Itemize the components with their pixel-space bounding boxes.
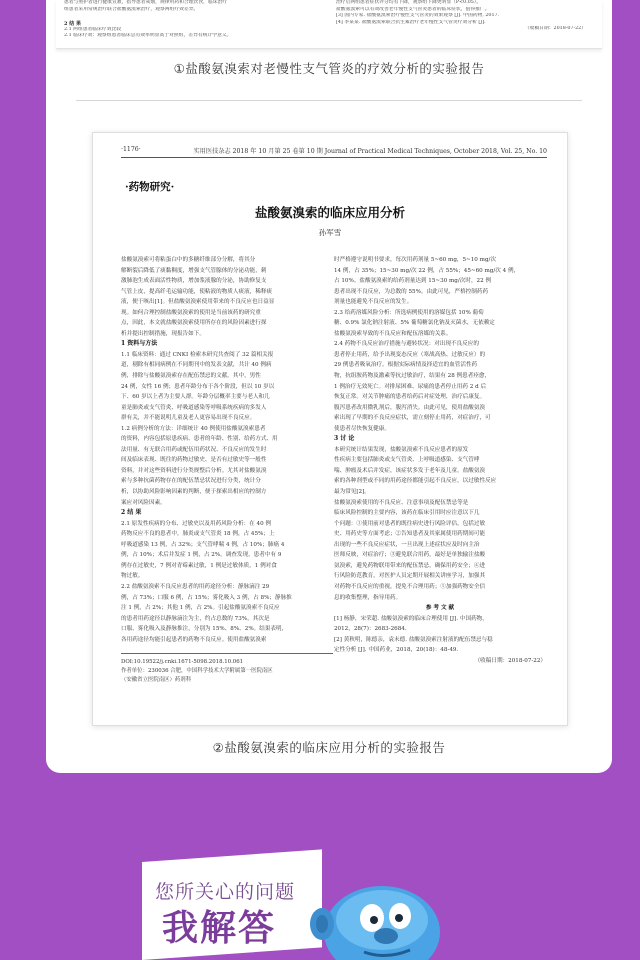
text-line: 液，便于咳出[1]。但盐酸氨溴索使用带来的不良反应也日益显 — [121, 299, 275, 306]
text-line: 1.2 病例分析的方法：详细统计 40 例使用盐酸氨溴索患者 — [121, 425, 266, 432]
text-line: 2.1 临床疗效：观察组患者临床总有效率明显高于对照组，差异有统计学意义。 — [64, 33, 232, 38]
text-line: 2.1 两组患者临床疗效比较 — [64, 26, 122, 32]
reference-line: [1] 杨静，宋荣超. 盐酸氨溴索的临床合理使用 [J]. 中国药物， — [334, 615, 488, 622]
text-line: 析，以协助风险影响因素的判断，便于探索出相应的控制方 — [121, 489, 267, 496]
promo-line-2: 我解答 — [162, 908, 277, 949]
text-line: 例，占 10%；术后并发症 1 例，占 2%。调查发现，患者中有 9 — [121, 552, 282, 559]
text-line: 出现的一些不良反应症状，一旦出现上述症状应及时向主治 — [334, 541, 480, 548]
text-line: 行风险防范教育，对医护人员定期开展相关讲座学习，加强其 — [334, 573, 486, 580]
text-line: 索的各种剂型或不同的用药途径都能引起不良反应，以过敏性反应 — [334, 478, 497, 485]
text-line: 气管上皮，提高纤毛运输功能，使粘液的物质人痰液，稀释痰 — [121, 288, 273, 295]
footnote-line: 作者单位：230036 合肥，中国科学技术大学附属第一医院南区 — [121, 668, 273, 674]
text-line: 索与多种抗菌药物存在的配伍禁忌状况进行分类，统计分 — [121, 478, 261, 485]
text-line: 的患者用药途径以静脉滴注为主，约占总数的 73%，其次是 — [121, 615, 270, 622]
section-heading: 2 结 果 — [64, 20, 81, 27]
report-card — [46, 0, 612, 773]
text-line: 24 例，女性 16 例；患者年龄分布于各个阶段，但以 10 岁以 — [121, 383, 275, 390]
text-line: 资料，并对这些资料进行分类规整后分析。尤其对盐酸氨溴 — [121, 467, 267, 474]
caption-second-report: ②盐酸氨溴索的临床应用分析的实验报告 — [212, 740, 446, 755]
text-line: [3] 国内专家. 盐酸氨溴索治疗慢性支气管炎的效果观察 [J]. 中国药物, 2017. — [336, 13, 500, 18]
text-line: 1 例治疗无效死亡。对排尿困难、尿痛的患者停止用药 2 d 后 — [334, 383, 487, 390]
received-date: （收稿日期：2018-07-22） — [474, 657, 546, 664]
column-tag: ·药物研究· — [125, 181, 175, 193]
text-line: [4] 李某某. 盐酸氨溴索联合抗生素治疗老年慢性支气管炎疗效分析 [J]. — [336, 19, 486, 25]
mascot-illustration — [304, 860, 454, 960]
journal-paper — [92, 132, 568, 726]
text-line: 童是肺炎或支气管炎、呼吸道感染等呼吸系统疾病的多发人 — [121, 404, 267, 411]
paper-author: 孙军雪 — [318, 228, 342, 237]
text-line: 群有关，并不能说明儿童及老人更容易出现不良反应。 — [121, 415, 256, 422]
text-line: 点，因此，本文就盐酸氨溴索使用所存在的风险因素进行探 — [121, 320, 267, 327]
paper-title: 盐酸氨溴索的临床应用分析 — [254, 205, 405, 220]
text-line: 盐酸氨溴索导致的不良反应和配伍溶媒的关系。 — [334, 330, 452, 337]
paper-fragment-top — [56, 0, 602, 49]
text-line: 糖、0.9% 氯化钠注射液、5% 葡萄糖氯化钠及灭菌水，无依赖定 — [334, 320, 495, 327]
text-line: 下、60 岁以上者为主要人群。年龄分层概率主要与老人和儿 — [121, 394, 270, 401]
text-line: 法用量、有无联合用药或配伍用药状况、不良反应的发生时 — [121, 446, 267, 453]
text-line: 临床风险控制的主要内容，该药在临床引用时应注意以下几 — [334, 510, 480, 517]
text-line: 患者与照护者进行健康宣教，指导患者戒烟，规律用药和合理饮食，临床治疗 — [64, 0, 228, 5]
text-line: 性疾病主要包括肺炎或支气管炎、上呼吸道感染、支气管哮 — [334, 457, 480, 464]
text-line: 剂量也能避免不良反应的发生。 — [334, 299, 413, 306]
page-number: ·1176· — [121, 146, 141, 153]
text-line: 组患者采用常规治疗联合盐酸氨溴索治疗，观察两组疗效差异。 — [64, 6, 199, 12]
text-line: 对药物不良反应的重视，提免不合理用药；⑤加强药物安全信 — [334, 583, 486, 590]
text-line: 盐酸氨溴索使用的不良反应、注意事项及配伍禁忌等是 — [334, 499, 469, 506]
reference-line: 2012，28(7)：2683-2684. — [334, 626, 407, 633]
journal-name: 实用医技杂志 2018 年 10 月第 25 卷第 10 期 Journal of Practical Medical Techniques, October 2018, Vol. 25, No. 10 — [193, 148, 547, 155]
section-heading: 2 结 果 — [121, 509, 142, 517]
paper-fragment-left-column — [64, 0, 314, 48]
footnote-line: （安徽省立医院南区）药剂科 — [121, 677, 192, 683]
text-line: 14 例，占 35%；15~30 mg/次 22 例，占 55%；45~60 mg/次 4 例， — [334, 267, 520, 274]
text-line: 1.1 临床资料：通过 CNKI 检索本研究共查阅了 32 篇相关报 — [121, 351, 274, 358]
text-line: 2.4 药物不良反应治疗措施与避转状况：对出现不良反应的 — [334, 341, 479, 348]
text-line: 2.1 原发性疾病的分布、过敏史以及用药风险分析：在 40 例 — [121, 520, 272, 527]
promo-line-1: 您所关心的问题 — [155, 881, 296, 903]
text-line: 物过敏。 — [121, 573, 144, 580]
text-line: 患者出现不良反应，为总数的 55%。由此可见，严格控制药药 — [334, 288, 489, 295]
text-line: 治疗后两组患者症状评分均有下降，观察组下降更明显（P<0.05）。 — [336, 0, 482, 5]
text-line: 解断裂后降低了痰黏稠度，增强支气管腺体的分泌功能，刺 — [121, 267, 267, 274]
text-line: 29 例患者吸氧治疗。根据实际病情及择适宜的血管活性药 — [334, 362, 478, 369]
divider — [76, 100, 582, 101]
text-line: 药物反应不良的患者中，肺炎或支气管炎 18 例，占 45%；上 — [121, 531, 275, 538]
text-line: 喘、肿瘤及术后并发症，该症状多发于老年及儿童。盐酸氨溴 — [334, 467, 486, 474]
text-line: 2.3 给药溶媒风险分析：所选病例使用的溶媒包括 10% 葡萄 — [334, 309, 484, 316]
text-line: 析并提出控制措施，现报告如下。 — [121, 330, 205, 337]
text-line: 注 1 例，占 2%；其他 1 例，占 2%。引起盐酸氨溴索不良反应 — [121, 605, 280, 612]
caption-first-report: ①盐酸氨溴索对老慢性支气管炎的疗效分析的实验报告 — [173, 61, 485, 76]
section-heading: 1 资料与方法 — [121, 340, 158, 348]
text-line: 腹泻患者改用微乳剂后，腹泻消失。由此可见，使用盐酸氨溴 — [334, 404, 486, 411]
text-line: 间及临床表现、既往的药物过敏史、是否有过敏史等一般性 — [121, 457, 267, 464]
text-line: 道，剔除有相同病例在不同期刊中的发表文献，共计 40 例病 — [121, 362, 272, 369]
text-line: 最为常见[2]。 — [334, 489, 370, 496]
text-line: 氨溴索，避免药物联用带来的配伍禁忌，确保用药安全；④进 — [334, 562, 486, 569]
text-line: 本研究统计结果发现，盐酸氨溴索不良反应患者的原发 — [334, 446, 469, 453]
text-line: 使患者尽快恢复健康。 — [334, 425, 390, 432]
footnote-line: DOI:10.19522/j.cnki.1671-5098.2018.10.061 — [121, 659, 244, 665]
running-header — [121, 145, 547, 158]
reference-line: [2] 黄秋明，陈德亲，袁未德. 盐酸氨溴索注射液的配伍禁忌与稳 — [334, 636, 493, 643]
text-line: 现。如何合理控制盐酸氨溴索的使用是当前该药的研究重 — [121, 309, 261, 316]
paper-footnote — [121, 653, 333, 685]
text-line: 的资料，内容包括原患疾病、患者的年龄、性别、给药方式、用 — [121, 436, 278, 443]
text-line: 2.2 盐酸氨溴索不良反应患者的用药途径分析：静脉滴注 29 — [121, 583, 270, 590]
references-heading: 参 考 文 献 — [425, 605, 455, 612]
text-line: 史、用药史等方面考虑；②告知患者及其家属使用药期间可能 — [334, 531, 486, 538]
text-line: 盐酸氨溴索可将粘蛋白中的多糖纤维部分分解，将其分 — [121, 257, 256, 263]
text-line: 例存在过敏史，7 例对青霉素过敏，1 例是过敏体质，1 例对食 — [121, 562, 277, 569]
paper-fragment-right-column — [336, 0, 586, 48]
text-line: 案应对风险因素。 — [121, 499, 166, 506]
text-line: 各用药途径均能引起患者的药物不良反应。使用盐酸氨溴索 — [121, 636, 267, 643]
paper-right-column — [334, 255, 546, 666]
received-date: （收稿日期：2018-07-22） — [524, 26, 586, 31]
text-line: 例，占 73%；口服 6 例，占 15%；雾化吸入 3 例，占 8%；静脉推 — [121, 594, 292, 601]
text-line: 息的收集整理，指导用药。 — [334, 594, 402, 601]
text-line: 患者停止用药，给予出现变态反应（寒战高热、过敏反应）的 — [334, 351, 486, 358]
text-line: 盐酸氨溴索可以有效改善老年慢性支气管炎患者的临床症状，值得推广。 — [336, 6, 490, 12]
text-line: 时严格遵守说明书要求，每次用药剂量 5~60 mg，5~10 mg/次 — [334, 257, 496, 263]
section-heading: 3 讨 论 — [334, 435, 355, 443]
text-line: 呼吸道感染 13 例，占 32%；支气管哮喘 4 例，占 10%；肺癌 4 — [121, 541, 285, 548]
text-line: 恢复正常。对关节肿痛的患者给药后对症处理，治疗后康复。 — [334, 394, 486, 401]
text-line: 医师反映，对症治疗；③避免联合用药，最好是单独输注盐酸 — [334, 552, 486, 559]
reference-line: 定性分析 [J]. 中国药业，2018，20(18)：48-49. — [334, 647, 459, 654]
text-line: 口服、雾化吸入及静脉推注，分别为 15%、8%、2%。结果表明， — [121, 626, 288, 633]
text-line: 索出现了早期的不良反应症状，需立刻停止用药，对症治疗，可 — [334, 415, 491, 422]
text-line: 物，抗组胺药物及激素等抗过敏治疗，结果有 28 例患者痊愈， — [334, 373, 491, 380]
paper-left-column — [121, 255, 333, 645]
text-line: 占 10%。盐酸氨溴索的给药剂量达到 15~30 mg/次时，22 例 — [334, 278, 492, 285]
text-line: 激肺泡生成表面活性物质，增加浆液腺的分泌，协助修复支 — [121, 278, 267, 285]
text-line: 例，排除与盐酸氨溴索存在配伍禁忌的文献。其中，男性 — [121, 373, 261, 380]
text-line: 个问题：①使用前对患者的既往病史进行风险评估，包括过敏 — [334, 520, 486, 527]
